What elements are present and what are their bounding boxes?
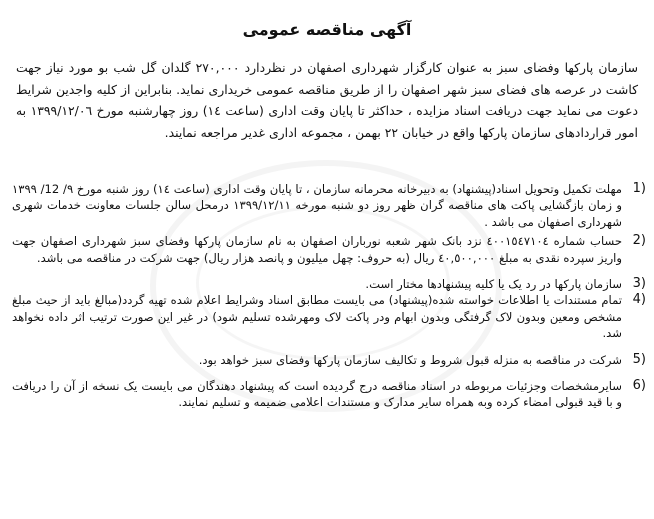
notice-intro-paragraph: سازمان پارکها وفضای سبز به عنوان کارگزار شهرداری اصفهان در نظردارد ۲۷۰,۰۰۰ گلدان گل شب بو مورد نیاز جهت کاشت در عرصه های فضای سبز شهر اصفهان را از طریق مناقصه عمومی خریداری نماید. بنابراین از کلیه واجدین شرایط دعوت می نماید جهت دریافت اسناد مزایده ، حداکثر تا پایان وقت اداری (ساعت ۱٤) روز چهارشنبه مورخ ۱۳۹۹/۱۲/۰٦ به امور قراردادهای سازمان پارکها واقع در خیابان ۲۲ بهمن ، مجموعه اداری غدیر مراجعه نمایند. — [16, 60, 638, 140]
condition-item-4 — [12, 292, 646, 341]
condition-item-1 — [12, 181, 646, 230]
condition-item-3 — [12, 276, 646, 292]
condition-number: 1) — [632, 181, 646, 196]
condition-item-5 — [12, 352, 646, 368]
condition-number: 6) — [632, 378, 646, 394]
condition-text: سازمان پارکها در رد یک یا کلیه پیشنهادها مختار است. — [365, 277, 622, 292]
condition-text: حساب شماره ٤۰۰۱٥٤۷۱۰٤ نزد بانک شهر شعبه نورباران اصفهان به نام سازمان پارکها وفضای سبز شهرداری اصفهان جهت واریز سپرده نقدی به مبلغ ٤۰,٥۰۰,۰۰۰ ریال (به حروف: چهل میلیون و پانصد هزار ریال) جهت شرکت در مناقصه می باشد. — [12, 234, 622, 265]
condition-text: مهلت تکمیل وتحویل اسناد(پیشنهاد) به دبیرخانه محرمانه سازمان ، تا پایان وقت اداری (ساعت ۱٤) روز شنبه مورخ ۹/ 12/ ۱۳۹۹ و زمان بازگشایی پاکت های مناقصه گران ظهر روز دو شنبه مورخه ۱۳۹۹/۱۲/۱۱ درمحل سالن جلسات معاونت خدمات شهری شهرداری اصفهان می باشد . — [12, 182, 623, 229]
condition-text: تمام مستندات یا اطلاعات خواسته شده(پیشنهاد) می بایست مطابق اسناد وشرایط اعلام شده تهیه گردد(مبالغ باید از حیث مبلغ مشخص ومعین وبدون لاک گرفتگی وبدون ابهام ودر پاکت لاک ومهرشده تسلیم شود) در غیر این صورت ترتیب اثر داده نخواهد شد. — [12, 293, 622, 341]
condition-number: 2) — [632, 233, 646, 249]
condition-text: شرکت در مناقصه به منزله قبول شروط و تکالیف سازمان پارکها وفضای سبز خواهد بود. — [198, 352, 622, 367]
condition-number: 4) — [632, 292, 646, 308]
notice-title: آگهی مناقصه عمومی — [242, 20, 412, 39]
condition-number: 3) — [632, 276, 646, 292]
condition-number: 5) — [632, 351, 646, 367]
condition-item-6 — [12, 378, 646, 411]
condition-item-2 — [12, 233, 646, 266]
notice-conditions-list — [12, 181, 646, 411]
condition-text: سایرمشخصات وجزئیات مربوطه در اسناد مناقصه درج گردیده است که پیشنهاد دهندگان می بایست یک نسخه از آن را دریافت و با قید قبولی امضاء کرده وبه همراه سایر مدارک و مستندات اعلامی ضمیمه و تسلیم نمایند. — [12, 379, 622, 410]
